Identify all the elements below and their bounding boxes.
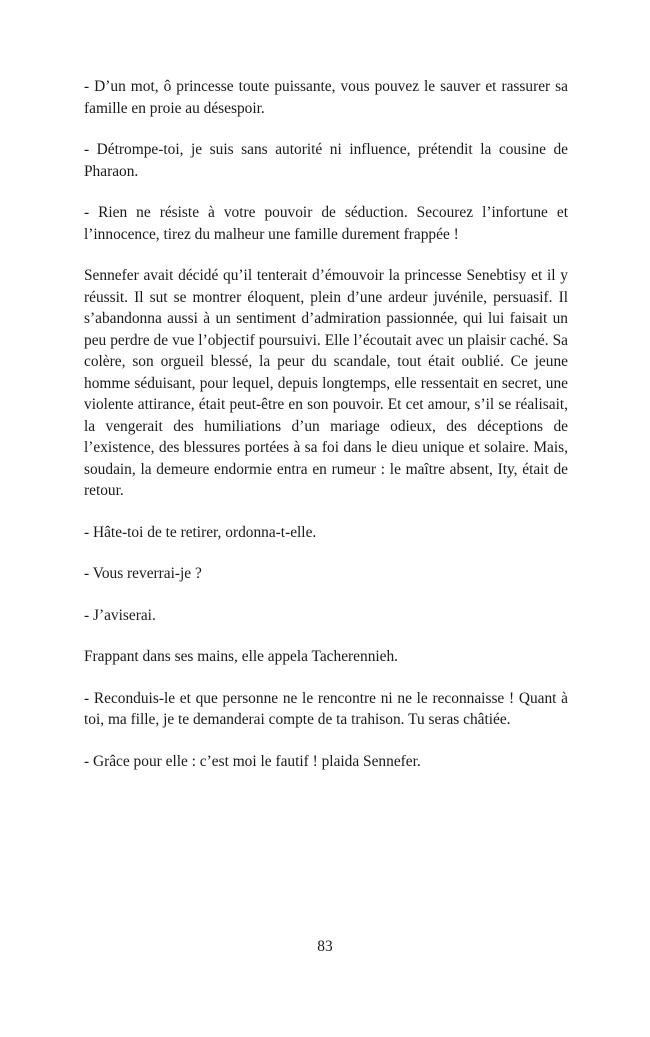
paragraph-2: - Détrompe-toi, je suis sans autorité ni influence, prétendit la cousine de Pharaon.: [84, 141, 568, 180]
paragraph-10: - Grâce pour elle : c’est moi le fautif ! plaida Sennefer.: [84, 752, 421, 770]
paragraph-7: - J’aviserai.: [84, 606, 156, 624]
paragraph-3: - Rien ne résiste à votre pouvoir de séduction. Secourez l’infortune et l’innocence, tirez du malheur une famille durement frappée !: [84, 204, 568, 243]
paragraph-6: - Vous reverrai-je ?: [84, 565, 202, 582]
page-body: [84, 76, 568, 792]
paragraph-5: - Hâte-toi de te retirer, ordonna-t-elle.: [84, 523, 317, 541]
paragraph-8: Frappant dans ses mains, elle appela Tacherennieh.: [84, 648, 399, 665]
paragraph-9: - Reconduis-le et que personne ne le rencontre ni ne le reconnaisse ! Quant à toi, ma fille, je te demanderai compte de ta trahison. Tu seras châtiée.: [84, 689, 568, 728]
paragraph-1: - D’un mot, ô princesse toute puissante, vous pouvez le sauver et rassurer sa famille en proie au désespoir.: [84, 78, 568, 117]
page-number: 83: [317, 938, 333, 955]
paragraph-4: Sennefer avait décidé qu’il tenterait d’émouvoir la princesse Senebtisy et il y réussit. Il sut se montrer éloquent, plein d’une ardeur juvénile, persuasif. Il s’abandonna aussi à un sentiment d’admiration passionnée, qui lui faisait un peu perdre de vue l’objectif poursuivi. Elle l’écoutait avec un plaisir caché. Sa colère, son orgueil blessé, la peur du scandale, tout était oublié. Ce jeune homme séduisant, pour lequel, depuis longtemps, elle ressentait en secret, une violente attirance, était peut-être en son pouvoir. Et cet amour, s’il se réalisait, la vengerait des humiliations d’un mariage odieux, des déceptions de l’existence, des blessures portées à sa foi dans le dieu unique et solaire. Mais, soudain, la demeure endormie entra en rumeur : le maître absent, Ity, était de retour.: [84, 267, 568, 499]
